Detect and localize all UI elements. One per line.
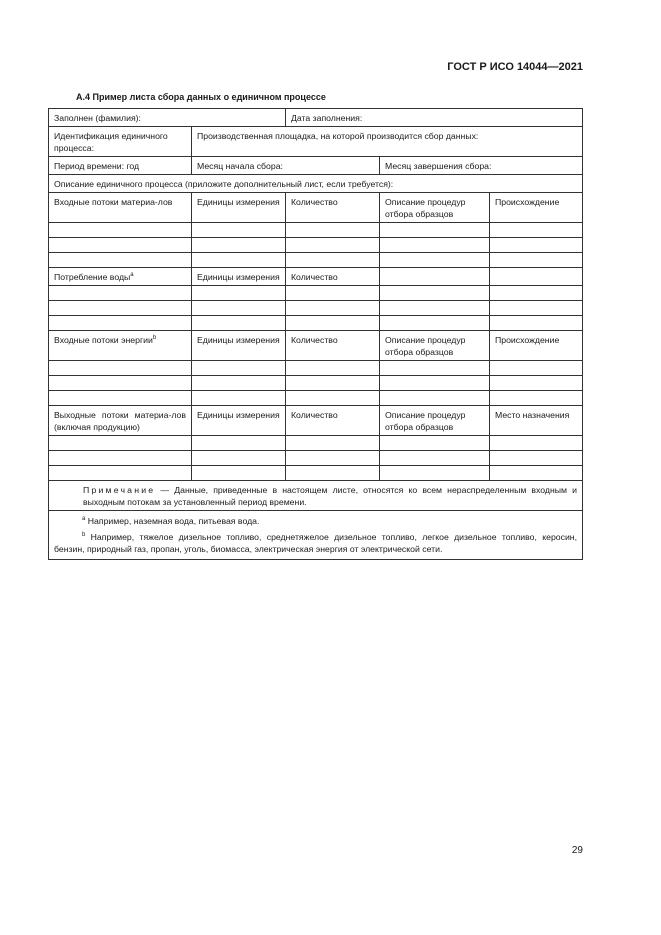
water-label-text: Потребление воды xyxy=(54,272,131,282)
entry-cell[interactable] xyxy=(286,451,380,466)
entry-cell[interactable] xyxy=(380,436,490,451)
form-row-filled-by xyxy=(49,109,583,127)
form-row-identification xyxy=(49,127,583,157)
start-month-field[interactable]: Месяц начала сбора: xyxy=(192,157,380,175)
date-filled-field[interactable]: Дата заполнения: xyxy=(286,109,583,127)
footnote-a-text: Например, наземная вода, питьевая вода. xyxy=(85,516,260,526)
entry-cell[interactable] xyxy=(192,376,286,391)
note-cell xyxy=(49,481,583,511)
table-row xyxy=(49,361,583,376)
entry-cell[interactable] xyxy=(192,223,286,238)
entry-cell[interactable] xyxy=(490,451,583,466)
entry-cell[interactable] xyxy=(490,253,583,268)
material-inputs-label: Входные потоки материа-лов xyxy=(49,193,192,223)
entry-cell[interactable] xyxy=(380,301,490,316)
sampling-header: Описание процедур отбора образцов xyxy=(380,193,490,223)
quantity-header: Количество xyxy=(286,268,380,286)
data-collection-sheet xyxy=(48,108,583,560)
footnotes-cell xyxy=(49,511,583,560)
water-header-row xyxy=(49,268,583,286)
entry-cell[interactable] xyxy=(380,361,490,376)
entry-cell[interactable] xyxy=(286,466,380,481)
footnote-ref-b: b xyxy=(152,335,157,342)
entry-cell[interactable] xyxy=(49,376,192,391)
units-header: Единицы измерения xyxy=(192,331,286,361)
quantity-header: Количество xyxy=(286,193,380,223)
entry-cell[interactable] xyxy=(286,316,380,331)
footnote-b xyxy=(54,531,577,555)
sampling-header: Описание процедур отбора образцов xyxy=(380,406,490,436)
origin-header: Происхождение xyxy=(490,331,583,361)
end-month-field[interactable]: Месяц завершения сбора: xyxy=(380,157,583,175)
material-outputs-header-row xyxy=(49,406,583,436)
table-row xyxy=(49,451,583,466)
footnote-a xyxy=(54,515,577,527)
empty-header-cell xyxy=(380,268,490,286)
table-row xyxy=(49,391,583,406)
form-row-period xyxy=(49,157,583,175)
entry-cell[interactable] xyxy=(490,436,583,451)
entry-cell[interactable] xyxy=(490,301,583,316)
entry-cell[interactable] xyxy=(490,466,583,481)
quantity-header: Количество xyxy=(286,331,380,361)
table-row xyxy=(49,238,583,253)
entry-cell[interactable] xyxy=(286,391,380,406)
entry-cell[interactable] xyxy=(192,286,286,301)
time-period-field[interactable]: Период времени: год xyxy=(49,157,192,175)
filled-by-field[interactable]: Заполнен (фамилия): xyxy=(49,109,286,127)
table-row xyxy=(49,223,583,238)
table-row xyxy=(49,286,583,301)
quantity-header: Количество xyxy=(286,406,380,436)
units-header: Единицы измерения xyxy=(192,268,286,286)
table-row xyxy=(49,436,583,451)
entry-cell[interactable] xyxy=(286,361,380,376)
entry-cell[interactable] xyxy=(286,223,380,238)
empty-header-cell xyxy=(490,268,583,286)
units-header: Единицы измерения xyxy=(192,406,286,436)
entry-cell[interactable] xyxy=(49,451,192,466)
entry-cell[interactable] xyxy=(49,238,192,253)
entry-cell[interactable] xyxy=(286,253,380,268)
entry-cell[interactable] xyxy=(380,253,490,268)
entry-cell[interactable] xyxy=(490,316,583,331)
material-inputs-header-row xyxy=(49,193,583,223)
description-field[interactable]: Описание единичного процесса (приложите дополнительный лист, если требуется): xyxy=(49,175,583,193)
entry-cell[interactable] xyxy=(490,361,583,376)
entry-cell[interactable] xyxy=(192,451,286,466)
entry-cell[interactable] xyxy=(380,286,490,301)
entry-cell[interactable] xyxy=(286,376,380,391)
footnote-b-text: Например, тяжелое дизельное топливо, среднетяжелое дизельное топливо, легкое дизельное топливо, керосин, бензин, природный газ, пропан, уголь, биомасса, электрическая энергия от электрической сети. xyxy=(54,532,578,554)
entry-cell[interactable] xyxy=(286,286,380,301)
note-text: — Данные, приведенные в настоящем листе, относятся ко всем нераспределенным входным и выходным потокам за установленный период времени. xyxy=(83,485,578,507)
entry-cell[interactable] xyxy=(192,301,286,316)
table-row xyxy=(49,253,583,268)
entry-cell[interactable] xyxy=(49,286,192,301)
entry-cell[interactable] xyxy=(380,451,490,466)
material-outputs-label: Выходные потоки материа-лов (включая продукцию) xyxy=(49,406,192,436)
energy-label xyxy=(49,331,192,361)
table-row xyxy=(49,376,583,391)
form-row-description xyxy=(49,175,583,193)
energy-header-row xyxy=(49,331,583,361)
entry-cell[interactable] xyxy=(192,361,286,376)
entry-cell[interactable] xyxy=(192,253,286,268)
entry-cell[interactable] xyxy=(286,301,380,316)
table-row xyxy=(49,301,583,316)
entry-cell[interactable] xyxy=(490,391,583,406)
entry-cell[interactable] xyxy=(380,238,490,253)
entry-cell[interactable] xyxy=(490,286,583,301)
entry-cell[interactable] xyxy=(192,466,286,481)
entry-cell[interactable] xyxy=(490,223,583,238)
entry-cell[interactable] xyxy=(49,361,192,376)
section-title: A.4 Пример листа сбора данных о единичном процессе xyxy=(76,92,326,102)
entry-cell[interactable] xyxy=(380,376,490,391)
entry-cell[interactable] xyxy=(192,316,286,331)
table-row xyxy=(49,316,583,331)
entry-cell[interactable] xyxy=(192,238,286,253)
entry-cell[interactable] xyxy=(380,466,490,481)
entry-cell[interactable] xyxy=(286,436,380,451)
entry-cell[interactable] xyxy=(49,316,192,331)
footnote-a-mark: a xyxy=(82,516,86,523)
entry-cell[interactable] xyxy=(380,391,490,406)
entry-cell[interactable] xyxy=(49,253,192,268)
sampling-header: Описание процедур отбора образцов xyxy=(380,331,490,361)
page-number: 29 xyxy=(571,845,583,856)
unit-process-id-field[interactable]: Идентификация единичного процесса: xyxy=(49,127,192,157)
footnotes-row xyxy=(49,511,583,560)
entry-cell[interactable] xyxy=(490,238,583,253)
water-label xyxy=(49,268,192,286)
entry-cell[interactable] xyxy=(49,223,192,238)
footnote-b-mark: b xyxy=(82,532,86,539)
entry-cell[interactable] xyxy=(380,316,490,331)
entry-cell[interactable] xyxy=(192,391,286,406)
energy-label-text: Входные потоки энергии xyxy=(54,335,153,345)
entry-cell[interactable] xyxy=(49,436,192,451)
footnote-ref-a: a xyxy=(130,272,134,279)
destination-header: Место назначения xyxy=(490,406,583,436)
entry-cell[interactable] xyxy=(49,391,192,406)
units-header: Единицы измерения xyxy=(192,193,286,223)
origin-header: Происхождение xyxy=(490,193,583,223)
entry-cell[interactable] xyxy=(286,238,380,253)
note-label: Примечание xyxy=(83,485,156,495)
standard-designation: ГОСТ Р ИСО 14044—2021 xyxy=(447,61,583,73)
table-row xyxy=(49,466,583,481)
entry-cell[interactable] xyxy=(192,436,286,451)
entry-cell[interactable] xyxy=(49,466,192,481)
entry-cell[interactable] xyxy=(490,376,583,391)
entry-cell[interactable] xyxy=(380,223,490,238)
entry-cell[interactable] xyxy=(49,301,192,316)
note-row xyxy=(49,481,583,511)
site-field[interactable]: Производственная площадка, на которой производится сбор данных: xyxy=(192,127,583,157)
